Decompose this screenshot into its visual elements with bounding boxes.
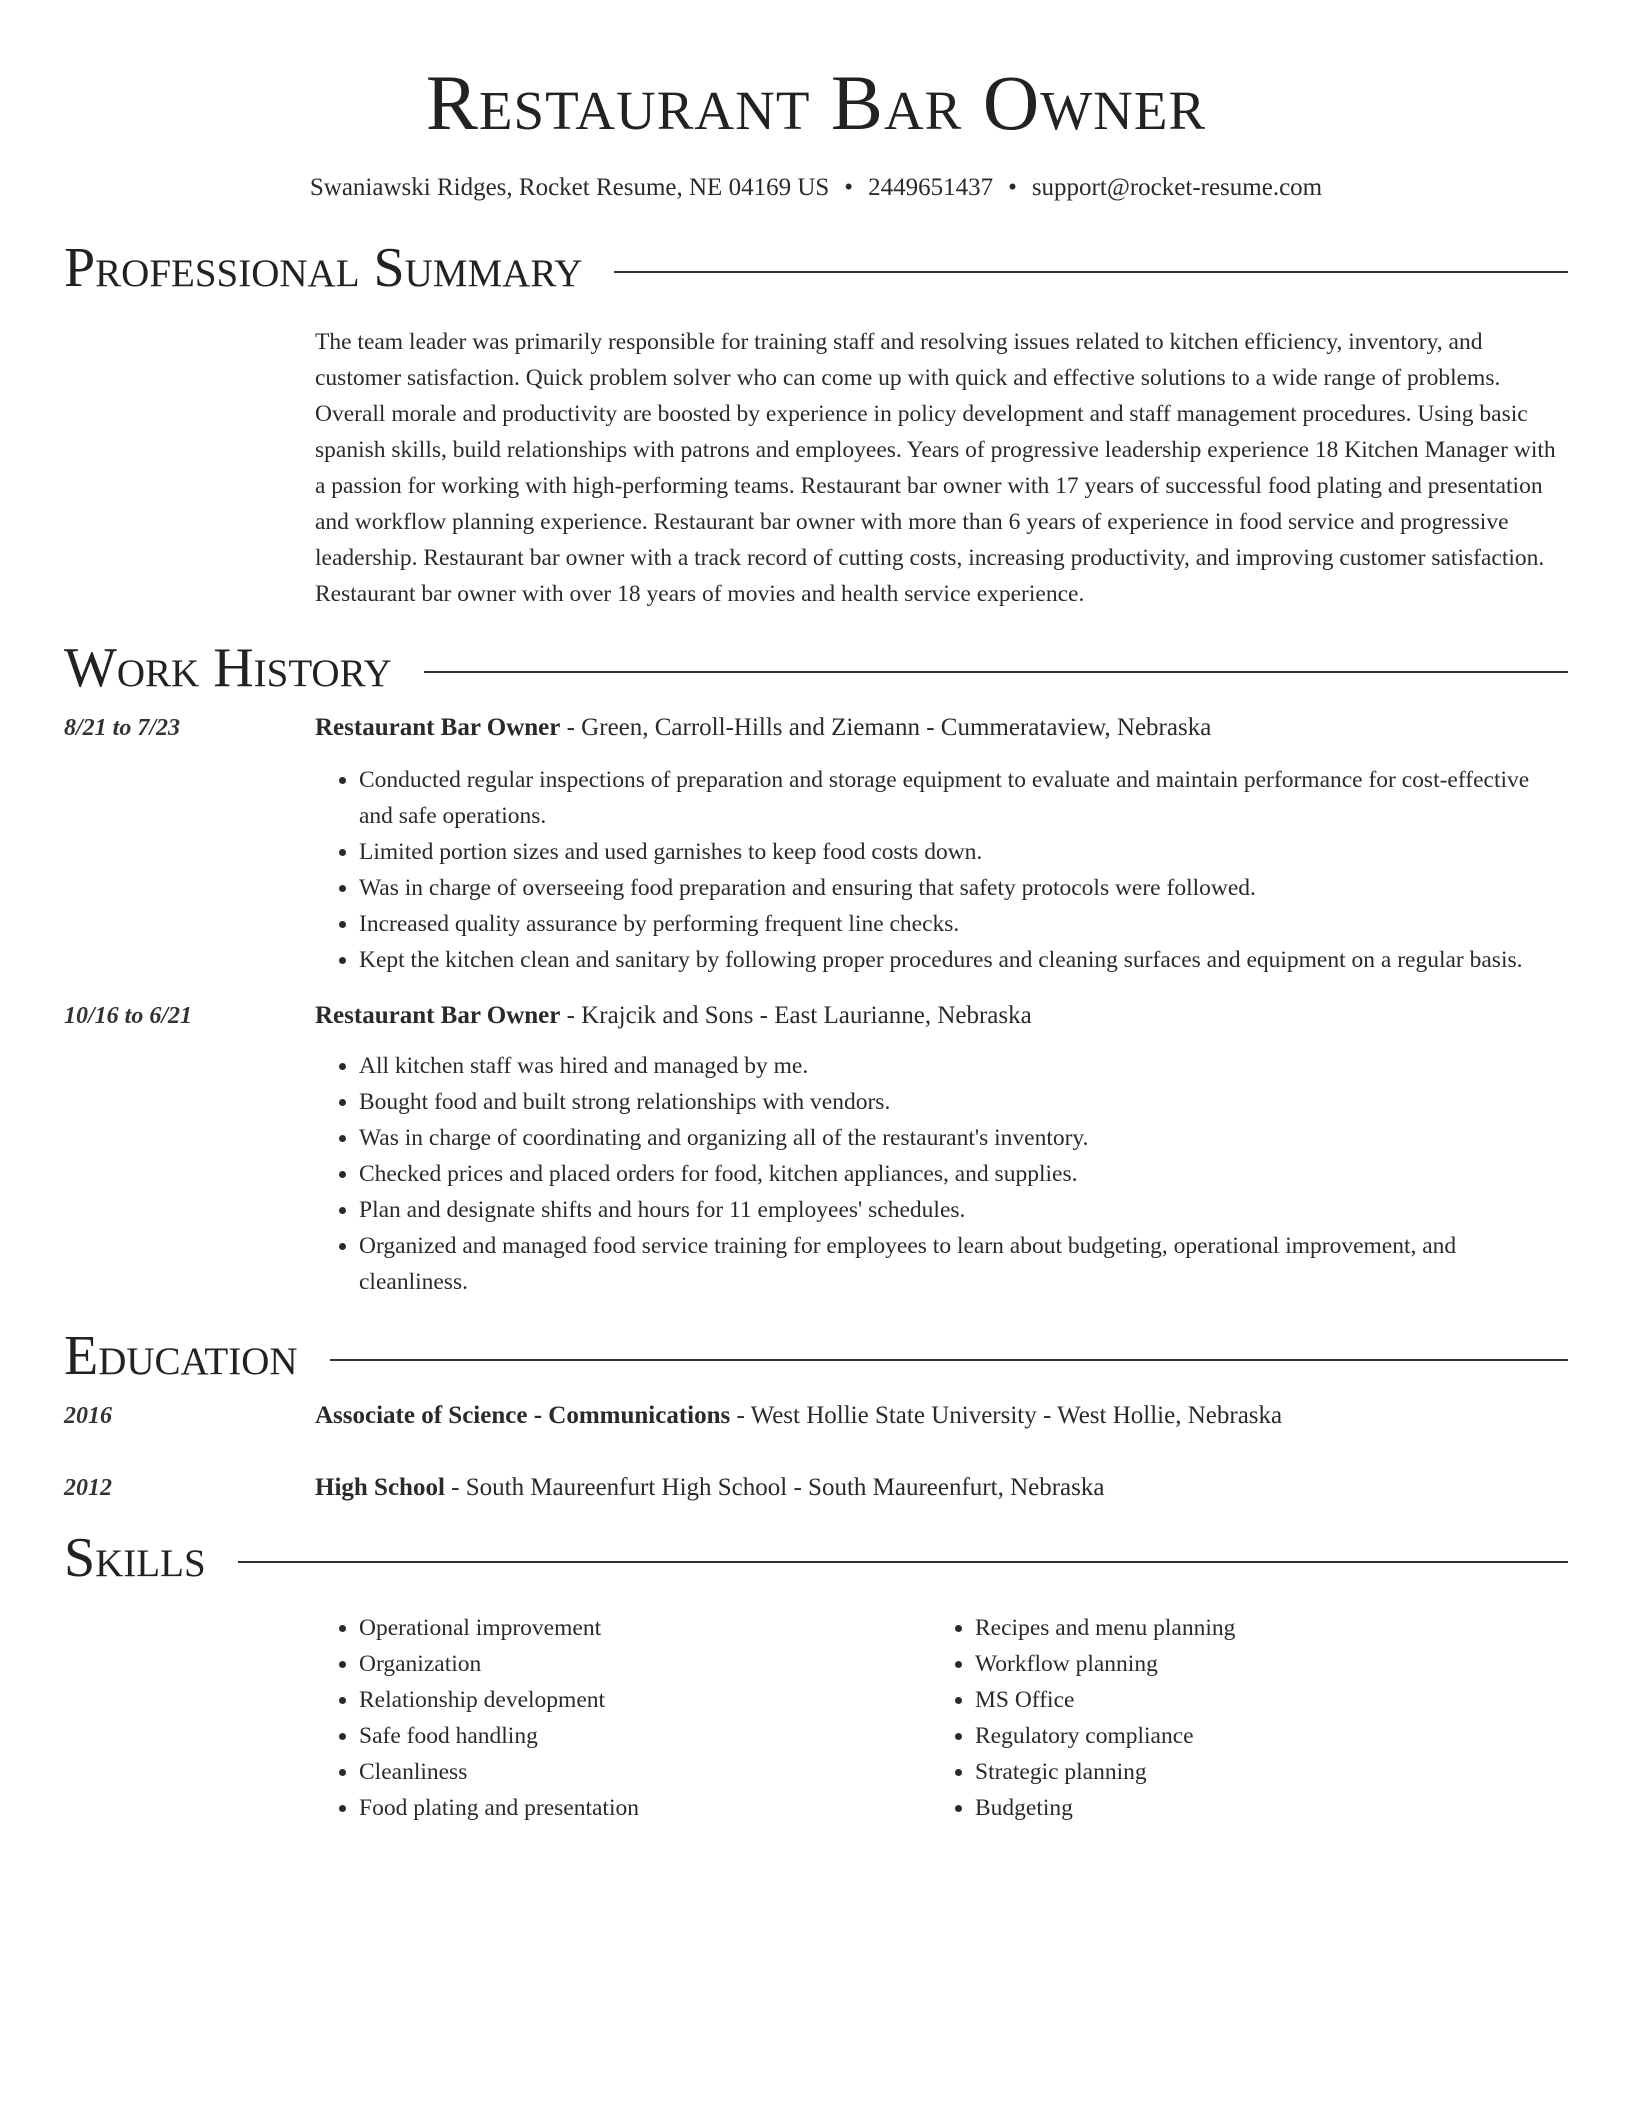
skill-item: • Food plating and presentation bbox=[359, 1790, 931, 1826]
education-year: 2012 bbox=[64, 1475, 112, 1501]
skill-item: • Budgeting bbox=[975, 1790, 1547, 1826]
education-section-title: Education bbox=[64, 1325, 298, 1387]
education-degree: High School bbox=[315, 1474, 445, 1501]
job-body bbox=[315, 998, 1568, 1300]
summary-section-title: Professional Summary bbox=[64, 237, 583, 299]
skill-item: • MS Office bbox=[975, 1682, 1547, 1718]
skill-item: • Operational improvement bbox=[359, 1610, 931, 1646]
skills-column-left bbox=[315, 1610, 931, 1826]
job-body bbox=[315, 710, 1568, 978]
job-entry bbox=[64, 710, 1568, 978]
job-bullet: • Bought food and built strong relationships with vendors. bbox=[359, 1084, 1568, 1120]
contact-line bbox=[64, 172, 1568, 204]
job-dates: 8/21 to 7/23 bbox=[64, 715, 181, 741]
summary-text: The team leader was primarily responsible for training staff and resolving issues related to kitchen efficiency, inventory, and customer satisfaction. Quick problem solver who can come up with quick and effective solutions to a wide range of problems. Overall morale and productivity are boosted by experience in policy development and staff management procedures. Using basic spanish skills, build relationships with patrons and employees. Years of progressive leadership experience 18 Kitchen Manager with a passion for working with high-performing teams. Restaurant bar owner with 17 years of successful food plating and presentation and workflow planning experience. Restaurant bar owner with more than 6 years of experience in food service and progressive leadership. Restaurant bar owner with a track record of cutting costs, increasing productivity, and improving customer satisfaction. Restaurant bar owner with over 18 years of movies and health service experience. bbox=[315, 329, 1556, 607]
education-body bbox=[315, 1470, 1568, 1506]
job-entry bbox=[64, 998, 1568, 1300]
contact-address: Swaniawski Ridges, Rocket Resume, NE 04169 US bbox=[309, 174, 830, 201]
education-heading bbox=[315, 1470, 1568, 1506]
job-bullet: • Kept the kitchen clean and sanitary by following proper procedures and cleaning surfaces and equipment on a regular basis. bbox=[359, 942, 1568, 978]
job-role: Restaurant Bar Owner bbox=[315, 714, 561, 741]
section-divider bbox=[614, 271, 1568, 273]
skill-item: • Workflow planning bbox=[975, 1646, 1547, 1682]
job-bullet: • Limited portion sizes and used garnishes to keep food costs down. bbox=[359, 834, 1568, 870]
skills-section-title: Skills bbox=[64, 1527, 206, 1589]
education-school: - South Maureenfurt High School - South Maureenfurt, Nebraska bbox=[444, 1474, 1105, 1501]
job-bullet: • Was in charge of coordinating and organizing all of the restaurant's inventory. bbox=[359, 1120, 1568, 1156]
skills-column-right bbox=[931, 1610, 1547, 1826]
section-divider bbox=[330, 1359, 1568, 1361]
job-employer: - Green, Carroll-Hills and Ziemann - Cummerataview, Nebraska bbox=[560, 714, 1212, 741]
job-employer: - Krajcik and Sons - East Laurianne, Nebraska bbox=[560, 1002, 1032, 1029]
education-section-header bbox=[64, 1326, 1568, 1386]
contact-phone: 2449651437 bbox=[868, 174, 994, 201]
summary-section-header bbox=[64, 238, 1568, 298]
job-bullets bbox=[315, 762, 1568, 978]
skill-item: • Strategic planning bbox=[975, 1754, 1547, 1790]
section-divider bbox=[424, 671, 1568, 673]
contact-separator: • bbox=[844, 174, 854, 201]
resume-page bbox=[64, 0, 1568, 1826]
work-section-title: Work History bbox=[64, 637, 392, 699]
education-body bbox=[315, 1398, 1568, 1434]
skill-item: • Cleanliness bbox=[359, 1754, 931, 1790]
skills-section-header bbox=[64, 1528, 1568, 1588]
job-bullet: • All kitchen staff was hired and managed by me. bbox=[359, 1048, 1568, 1084]
work-section-header bbox=[64, 638, 1568, 698]
job-bullet: • Checked prices and placed orders for food, kitchen appliances, and supplies. bbox=[359, 1156, 1568, 1192]
contact-separator: • bbox=[1008, 174, 1017, 201]
section-divider bbox=[238, 1561, 1568, 1563]
job-heading bbox=[315, 710, 1568, 746]
job-bullet: • Increased quality assurance by performing frequent line checks. bbox=[359, 906, 1568, 942]
education-entry bbox=[64, 1470, 1568, 1506]
education-school: - West Hollie State University - West Hollie, Nebraska bbox=[730, 1402, 1283, 1429]
job-dates: 10/16 to 6/21 bbox=[64, 1003, 193, 1029]
education-year: 2016 bbox=[64, 1403, 112, 1429]
job-bullet: • Conducted regular inspections of preparation and storage equipment to evaluate and maintain performance for cost-effective and safe operations. bbox=[359, 762, 1568, 834]
education-heading bbox=[315, 1398, 1568, 1434]
job-bullet: • Organized and managed food service training for employees to learn about budgeting, operational improvement, and cleanliness. bbox=[359, 1228, 1568, 1300]
skill-item: • Organization bbox=[359, 1646, 931, 1682]
skill-item: • Recipes and menu planning bbox=[975, 1610, 1547, 1646]
education-degree: Associate of Science - Communications bbox=[315, 1402, 731, 1429]
skills-list bbox=[315, 1610, 1568, 1826]
skill-item: • Safe food handling bbox=[359, 1718, 931, 1754]
job-bullets bbox=[315, 1048, 1568, 1300]
job-bullet: • Was in charge of overseeing food preparation and ensuring that safety protocols were followed. bbox=[359, 870, 1568, 906]
contact-email: support@rocket-resume.com bbox=[1031, 174, 1323, 201]
job-role: Restaurant Bar Owner bbox=[315, 1002, 561, 1029]
resume-name: Restaurant Bar Owner bbox=[425, 59, 1207, 146]
education-entry bbox=[64, 1398, 1568, 1434]
skill-item: • Regulatory compliance bbox=[975, 1718, 1547, 1754]
skill-item: • Relationship development bbox=[359, 1682, 931, 1718]
job-heading bbox=[315, 998, 1568, 1034]
job-bullet: • Plan and designate shifts and hours for 11 employees' schedules. bbox=[359, 1192, 1568, 1228]
